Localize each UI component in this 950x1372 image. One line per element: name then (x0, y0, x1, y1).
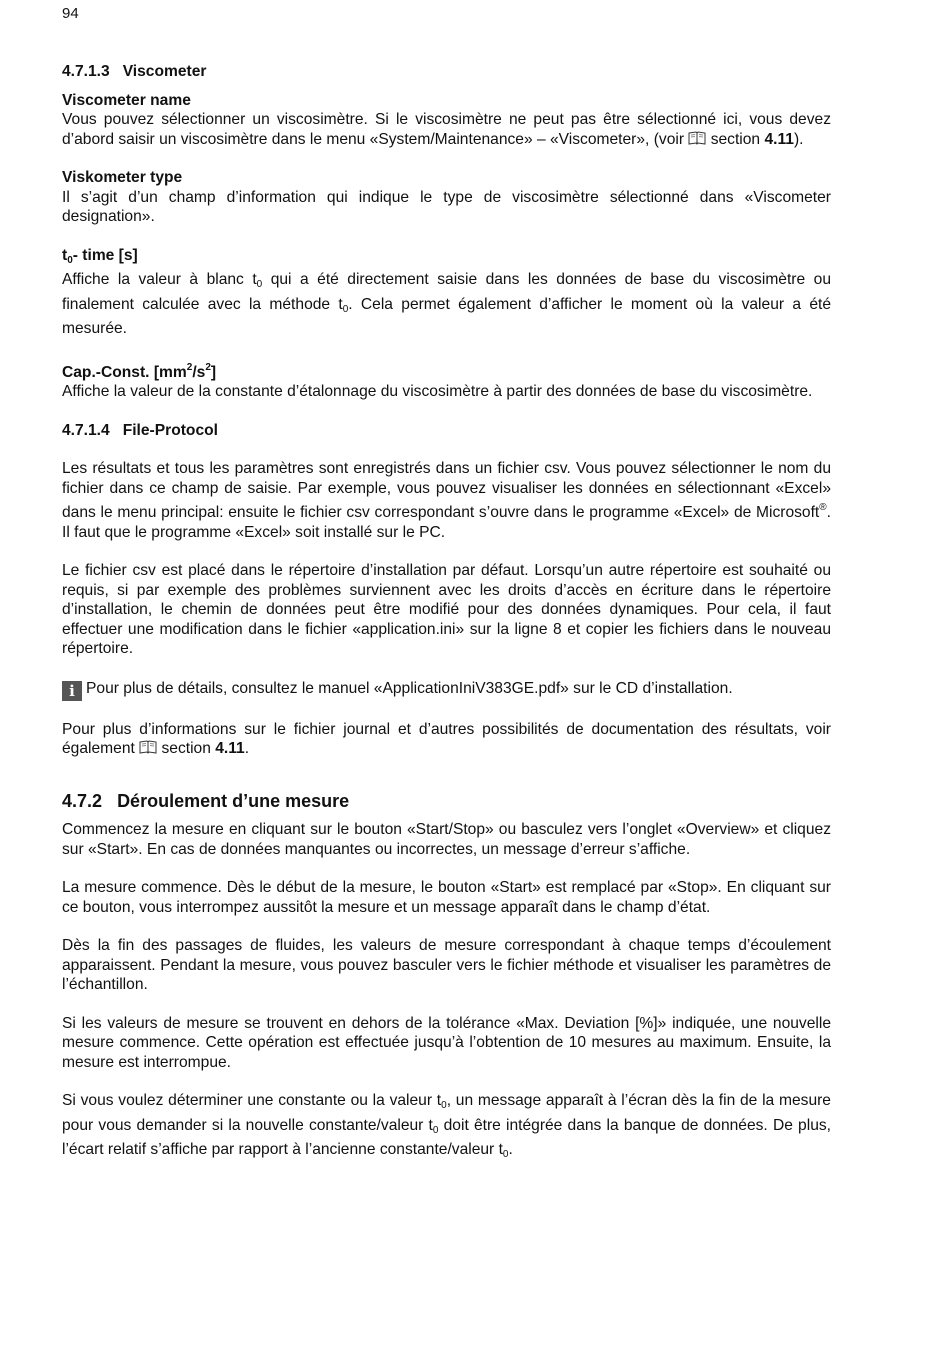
measurement-paragraph-2: La mesure commence. Dès le début de la mesure, le bouton «Start» est remplacé par «Stop». En cliquant sur ce bouton, vous interrompez aussitôt la mesure et un message apparaît dans le champ d’état. (62, 879, 831, 916)
book-icon (139, 740, 157, 754)
subscript: 0 (256, 279, 263, 290)
text-run: Cap.-Const. [mm (62, 363, 187, 381)
text-run: . Cela permet également d’afficher le moment où la valeur a été mesurée. (62, 295, 831, 337)
text-run: ). (793, 130, 804, 148)
text-run: qui a été directement saisie dans les données de base du viscosimètre ou finalement calculée avec la méthode t (62, 271, 831, 313)
file-protocol-paragraph-3 (62, 720, 831, 759)
text-run: . (244, 740, 250, 757)
text-run: section (157, 740, 216, 757)
file-protocol-paragraph-2: Le fichier csv est placé dans le répertoire d’installation par défaut. Lorsqu’un autre répertoire est souhaité ou requis, si par exemple des problèmes surviennent avec les droits d’accès en écriture dans le répertoire d’installation, le chemin de données peut être modifié pour des données dynamiques. Pour cela, il faut effectuer une modification dans le fichier «application.ini» sur la ligne 8 et copier les fichiers dans le nouveau répertoire. (62, 562, 831, 657)
text-run: t (62, 246, 68, 264)
section-title: File-Protocol (122, 421, 218, 439)
section-title: Déroulement d’une mesure (117, 790, 350, 811)
viscometer-type-text: Il s’agit d’un champ d’information qui indique le type de viscosimètre sélectionné dans «Viscometer designation». (62, 188, 831, 225)
t0-time-title (62, 246, 831, 271)
viscometer-name-text (62, 110, 831, 149)
text-run: . (508, 1141, 513, 1158)
text-run: Pour plus de détails, consultez le manuel «ApplicationIniV383GE.pdf» sur le CD d’installation. (86, 679, 733, 697)
page-number: 94 (62, 5, 79, 22)
text-run: . Il faut que le programme «Excel» soit installé sur le PC. (62, 504, 831, 541)
section-reference: 4.11 (764, 130, 794, 148)
subscript: 0 (432, 1124, 439, 1136)
section-title: Viscometer (122, 63, 207, 80)
section-number: 4.7.1.4 (62, 421, 110, 439)
section-heading-viscometer (62, 62, 831, 82)
file-protocol-paragraph-1 (62, 459, 831, 542)
measurement-paragraph-5 (62, 1091, 831, 1165)
viscometer-name-title: Viscometer name (62, 91, 191, 109)
text-run: Affiche la valeur à blanc t (62, 271, 257, 288)
text-run: Pour plus d’informations sur le fichier journal et d’autres possibilités de documentation des résultats, voir également (62, 720, 831, 757)
subscript: 0 (441, 1100, 447, 1111)
subscript: 0 (502, 1149, 509, 1160)
cap-const-title (62, 358, 831, 383)
document-body (62, 62, 831, 1165)
measurement-paragraph-3: Dès la fin des passages de fluides, les valeurs de mesure correspondant à chaque temps d’écoulement apparaissent. Pendant la mesure, vous pouvez basculer vers le fichier méthode et visualiser les paramètres de l’échantillon. (62, 937, 831, 993)
text-run: , un message apparaît à l’écran dès la fin de la mesure pour vous demander si la nouvelle constante/valeur t (62, 1092, 831, 1134)
info-note (62, 679, 831, 701)
text-run: section (706, 130, 765, 148)
section-heading-measurement (62, 792, 831, 812)
superscript: 2 (186, 361, 193, 373)
section-heading-file-protocol (62, 421, 831, 441)
text-run: doit être intégrée dans la banque de données. De plus, l’écart relatif s’affiche par rapport à l’ancienne constante/valeur t (62, 1116, 831, 1158)
t0-time-text (62, 270, 831, 339)
registered-mark: ® (819, 502, 827, 513)
book-icon (688, 131, 706, 145)
text-run: /s (192, 363, 206, 381)
text-run: Vous pouvez sélectionner un viscosimètre. Si le viscosimètre ne peut pas être sélectionné ici, vous devez d’abord saisir un viscosimètre dans le menu «System/Maintenance» – «Viscometer», (voir (62, 111, 831, 148)
measurement-paragraph-1: Commencez la mesure en cliquant sur le bouton «Start/Stop» ou basculez vers l’onglet «Overview» et cliquez sur «Start». En cas de données manquantes ou incorrectes, un message d’erreur s’affiche. (62, 821, 831, 858)
text-run: Les résultats et tous les paramètres sont enregistrés dans un fichier csv. Vous pouvez sélectionner le nom du fichier dans ce champ de saisie. Par exemple, vous pouvez visualiser les données en sélectionnant «Excel» dans le menu principal: ensuite le fichier csv correspondant s’ouvre dans le programme «Excel» de Microsoft (62, 460, 831, 521)
cap-const-text: Affiche la valeur de la constante d’étalonnage du viscosimètre à partir des données de base du viscosimètre. (62, 383, 813, 400)
section-number: 4.7.2 (62, 790, 103, 811)
subscript: 0 (342, 303, 349, 315)
section-number: 4.7.1.3 (62, 63, 110, 80)
text-run: ] (210, 363, 217, 381)
text-run: Si vous voulez déterminer une constante ou la valeur t (62, 1092, 442, 1109)
info-icon: i (62, 681, 82, 701)
viscometer-type-title: Viskometer type (62, 169, 183, 186)
section-reference: 4.11 (215, 740, 245, 757)
superscript: 2 (205, 361, 211, 373)
text-run: - time [s] (72, 246, 138, 264)
subscript: 0 (67, 254, 73, 266)
measurement-paragraph-4: Si les valeurs de mesure se trouvent en dehors de la tolérance «Max. Deviation [%]» indiquée, une nouvelle mesure commence. Cette opération est effectuée jusqu’à l’obtention de 10 mesures au maximum. Ensuite, la mesure est interrompue. (62, 1014, 831, 1071)
